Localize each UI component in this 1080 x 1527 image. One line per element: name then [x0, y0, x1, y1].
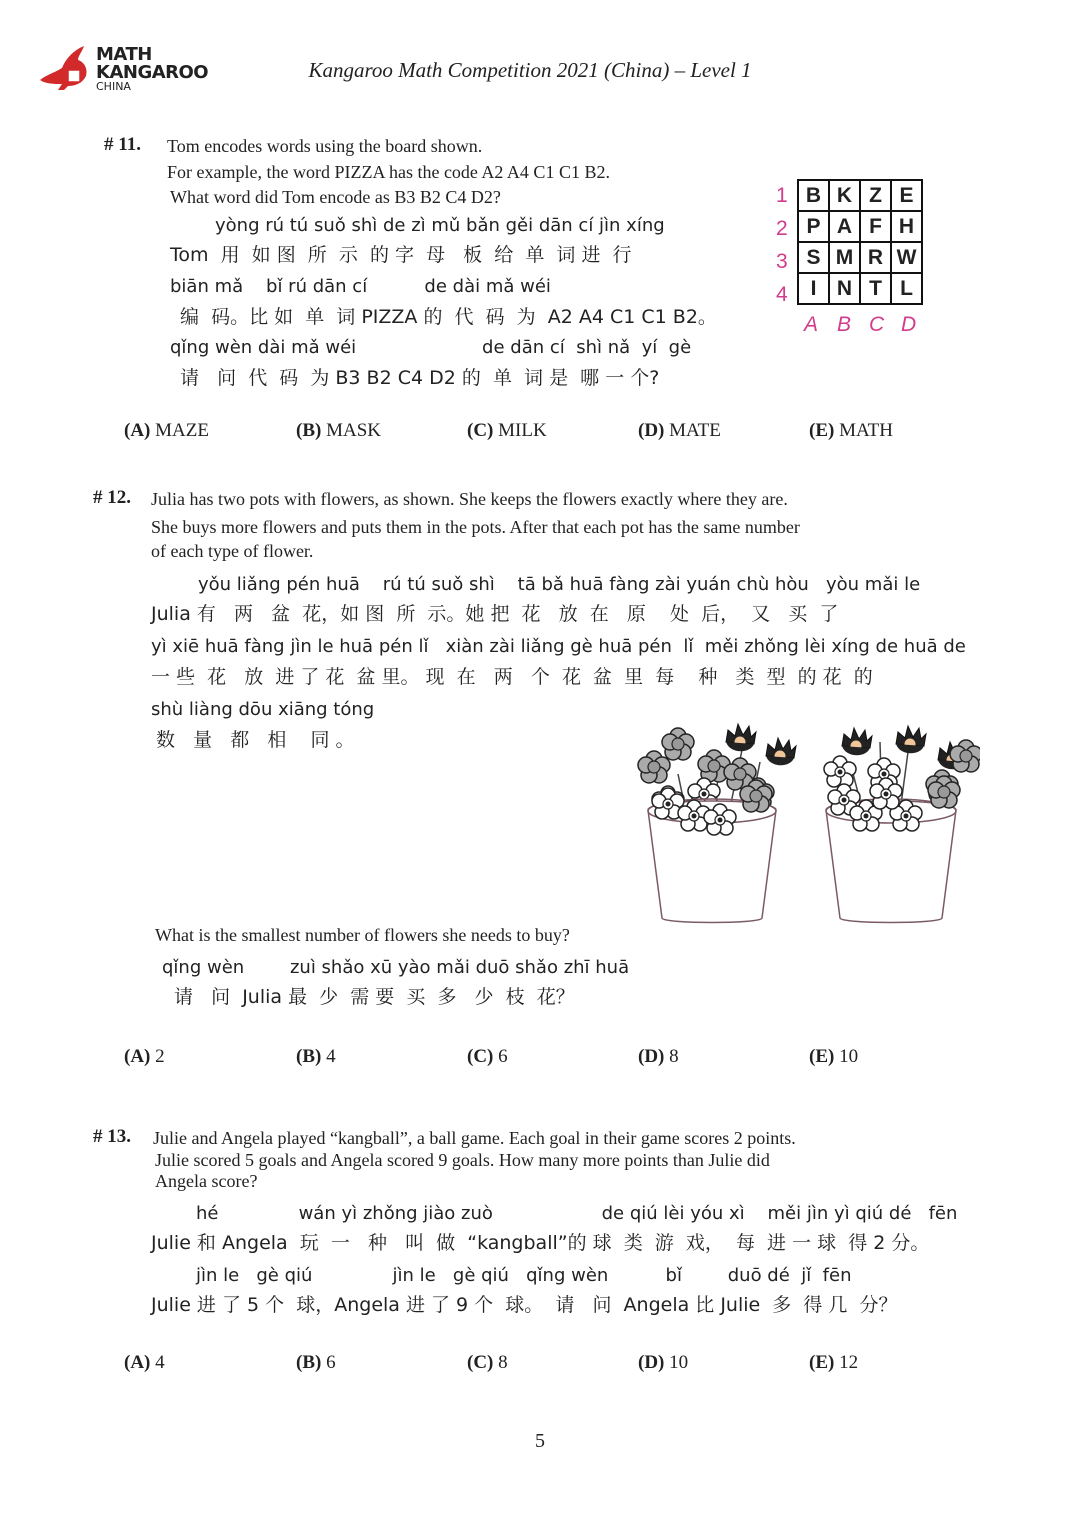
option-letter: (E)	[809, 420, 835, 441]
option-letter: (B)	[296, 420, 322, 441]
board-row-label: 4	[776, 283, 788, 306]
option-letter: (E)	[809, 1046, 835, 1067]
board-cell: L	[891, 273, 922, 304]
q11-option-a[interactable]	[124, 420, 209, 442]
q12-pinyin-1: yǒu liǎng pén huā rú tú suǒ shì tā bǎ huā fàng zài yuán chù hòu yòu mǎi le	[198, 574, 921, 595]
q11-pinyin-2: biān mǎ bǐ rú dān cí de dài mǎ wéi	[170, 276, 551, 297]
option-text: 6	[498, 1046, 508, 1067]
option-text: 4	[155, 1352, 165, 1373]
option-text: MASK	[326, 420, 381, 441]
q12-chinese-1: Julia 有 两 盆 花，如 图 所 示。她 把 花 放 在 原 处 后， 又 买 了	[151, 603, 839, 625]
q12-option-a[interactable]	[124, 1046, 165, 1068]
option-letter: (C)	[467, 1352, 494, 1373]
option-letter: (A)	[124, 1046, 151, 1067]
option-letter: (D)	[638, 1046, 665, 1067]
logo-text-math: MATH	[96, 44, 152, 65]
option-text: 4	[326, 1046, 336, 1067]
option-letter: (C)	[467, 1046, 494, 1067]
q13-option-d[interactable]	[638, 1352, 688, 1374]
q11-option-b[interactable]	[296, 420, 381, 442]
option-text: 10	[669, 1352, 689, 1373]
board-cell: H	[891, 211, 922, 242]
option-text: 12	[839, 1352, 859, 1373]
encoding-board	[797, 179, 923, 305]
q11-options	[0, 420, 1080, 446]
q12-number: # 12.	[93, 487, 131, 508]
q13-chinese-2: Julie 进 了 5 个 球，Angela 进 了 9 个 球。 请 问 Angela 比 Julie 多 得 几 分？	[151, 1294, 898, 1316]
board-cell: S	[798, 242, 829, 273]
q13-option-c[interactable]	[467, 1352, 508, 1374]
option-letter: (B)	[296, 1352, 322, 1373]
board-col-label: C	[869, 313, 885, 336]
option-text: 8	[669, 1046, 679, 1067]
q13-chinese-1: Julie 和 Angela 玩 一 种 叫 做 “kangball”的 球 类 游 戏， 每 进 一 球 得 2 分。	[151, 1232, 930, 1254]
option-text: 6	[326, 1352, 336, 1373]
option-text: MILK	[498, 420, 547, 441]
q12-options	[0, 1046, 1080, 1072]
q13-option-e[interactable]	[809, 1352, 858, 1374]
q12-en-line1: Julia has two pots with flowers, as shown. She keeps the flowers exactly where they are.	[151, 489, 788, 509]
page-number: 5	[535, 1430, 545, 1452]
board-cell: R	[860, 242, 891, 273]
q13-en-line3: Angela score?	[155, 1171, 258, 1191]
option-text: MAZE	[155, 420, 209, 441]
option-text: 2	[155, 1046, 165, 1067]
q11-en-line1: Tom encodes words using the board shown.	[167, 136, 483, 156]
q13-pinyin-2: jìn le gè qiú jìn le gè qiú qǐng wèn bǐ duō dé jǐ fēn	[196, 1265, 852, 1286]
q11-en-line3: What word did Tom encode as B3 B2 C4 D2?	[170, 187, 501, 207]
q13-pinyin-1: hé wán yì zhǒng jiào zuò de qiú lèi yóu xì měi jìn yì qiú dé fēn	[196, 1203, 958, 1224]
q11-chinese-2: 编 码。比 如 单 词 PIZZA 的 代 码 为 A2 A4 C1 C1 B2。	[180, 306, 717, 328]
q11-option-d[interactable]	[638, 420, 721, 442]
q13-option-b[interactable]	[296, 1352, 336, 1374]
q12-question-en: What is the smallest number of flowers she needs to buy?	[155, 925, 570, 945]
option-text: 10	[839, 1046, 859, 1067]
q12-option-d[interactable]	[638, 1046, 679, 1068]
q11-option-e[interactable]	[809, 420, 893, 442]
q11-chinese-1: Tom 用 如 图 所 示 的 字 母 板 给 单 词 进 行	[170, 244, 632, 266]
q12-pinyin-4: qǐng wèn zuì shǎo xū yào mǎi duō shǎo zhī huā	[162, 957, 630, 978]
board-cell: E	[891, 180, 922, 211]
board-col-label: B	[837, 313, 852, 336]
board-cell: I	[798, 273, 829, 304]
q13-option-a[interactable]	[124, 1352, 165, 1374]
board-cell: W	[891, 242, 922, 273]
board-cell: B	[798, 180, 829, 211]
board-cell: N	[829, 273, 860, 304]
board-cell: M	[829, 242, 860, 273]
board-cell: K	[829, 180, 860, 211]
option-text: MATH	[839, 420, 893, 441]
flower-pots-illustration	[630, 712, 980, 928]
option-text: MATE	[669, 420, 721, 441]
q11-en-line2: For example, the word PIZZA has the code A2 A4 C1 C1 B2.	[167, 162, 610, 182]
q13-number: # 13.	[93, 1126, 131, 1147]
q12-pinyin-2: yì xiē huā fàng jìn le huā pén lǐ xiàn zài liǎng gè huā pén lǐ měi zhǒng lèi xíng de huā de	[151, 636, 966, 657]
board-cell: P	[798, 211, 829, 242]
option-letter: (A)	[124, 1352, 151, 1373]
q12-chinese-2: 一 些 花 放 进 了 花 盆 里。 现 在 两 个 花 盆 里 每 种 类 型 的 花 的	[151, 666, 873, 688]
logo-text-china: CHINA	[96, 80, 131, 93]
q12-option-b[interactable]	[296, 1046, 336, 1068]
board-row-label: 1	[776, 184, 788, 207]
option-letter: (B)	[296, 1046, 322, 1067]
q12-chinese-3: 数 量 都 相 同 。	[156, 729, 355, 751]
option-letter: (D)	[638, 1352, 665, 1373]
board-col-label: D	[901, 313, 917, 336]
option-letter: (A)	[124, 420, 151, 441]
q12-option-e[interactable]	[809, 1046, 858, 1068]
board-row-label: 2	[776, 217, 788, 240]
q11-chinese-3: 请 问 代 码 为 B3 B2 C4 D2 的 单 词 是 哪 一 个?	[180, 367, 660, 389]
q12-option-c[interactable]	[467, 1046, 508, 1068]
board-cell: F	[860, 211, 891, 242]
q11-pinyin-3: qǐng wèn dài mǎ wéi de dān cí shì nǎ yí gè	[170, 337, 692, 358]
option-letter: (E)	[809, 1352, 835, 1373]
header-title: Kangaroo Math Competition 2021 (China) – Level 1	[308, 58, 752, 82]
option-letter: (C)	[467, 420, 494, 441]
q12-pinyin-3: shù liàng dōu xiāng tóng	[151, 699, 375, 720]
board-row-label: 3	[776, 250, 788, 273]
q13-en-line1: Julie and Angela played “kangball”, a ball game. Each goal in their game scores 2 points.	[153, 1128, 796, 1148]
option-letter: (D)	[638, 420, 665, 441]
q13-options	[0, 1352, 1080, 1378]
board-cell: T	[860, 273, 891, 304]
q12-en-line3: of each type of flower.	[151, 541, 314, 561]
q11-pinyin-1: yòng rú tú suǒ shì de zì mǔ bǎn gěi dān cí jìn xíng	[215, 215, 665, 236]
q11-option-c[interactable]	[467, 420, 547, 442]
board-col-label: A	[804, 313, 819, 336]
q12-chinese-4: 请 问 Julia 最 少 需 要 买 多 少 枝 花？	[174, 986, 575, 1008]
option-text: 8	[498, 1352, 508, 1373]
board-cell: A	[829, 211, 860, 242]
q13-en-line2: Julie scored 5 goals and Angela scored 9 goals. How many more points than Julie did	[155, 1150, 770, 1170]
q12-en-line2: She buys more flowers and puts them in the pots. After that each pot has the same number	[151, 517, 800, 537]
logo-text-kangaroo: KANGAROO	[96, 62, 209, 83]
q11-number: # 11.	[104, 134, 141, 155]
board-cell: Z	[860, 180, 891, 211]
